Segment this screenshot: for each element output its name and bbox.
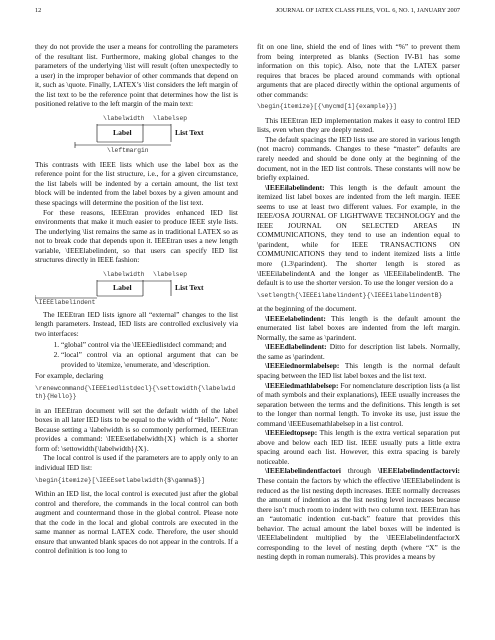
list-item: 1. “global” control via the \IEEEiedlistdecl command; and	[61, 340, 238, 350]
interface-list	[35, 340, 238, 369]
definition-text: These contain the factors by which the effective \IEEElabelindent is reduced as the list nesting depth increases. IEEE normally decreases the amount of indention as the list nesting level increases because there isn’t much room to indent with two column text. IEEEtran has an “automatic indention cut-back” feature that provides this behavior. The actual amount the label boxes will be indented is \IEEElabelindent multiplied by the \IEEElabelindentfactorX corresponding to the level of nesting depth (where “X” is the nesting depth in roman numerals). This provides a means by	[257, 475, 460, 562]
leftmargin-label: \leftmargin	[107, 146, 149, 154]
definition-item	[257, 428, 460, 466]
list-text-label: List Text	[175, 282, 204, 292]
definition-term: \IEEEelabelindent:	[265, 313, 326, 323]
definition-text: This length is the default amount the enumerated list label boxes are indented from the left margin. Normally, the same as \parindent.	[257, 313, 460, 342]
paragraph: For these reasons, IEEEtran provides enhanced IED list environments that make it much easier to produce IEEE style lists. The underlying \list remains the same as in traditional LATEX so as not to break code that depends upon it. IEEEtran uses a new length variable, \IEEElabelindent, so that users can specify IED list structures directly in IEEE fashion:	[35, 207, 238, 265]
paragraph: they do not provide the user a means for controlling the parameters of the resultant list. Furthermore, making global changes to the parameters of the underlying \list will result (often unexpectedly to a user) in the improper behavior of other commands that depend on it, such as \quote. Finally, LATEX’s \list considers the left margin of the list text to be the reference point that determines how the list is positioned relative to the left margin of the main text:	[35, 42, 238, 109]
paragraph: This contrasts with IEEE lists which use the label box as the reference point for the list structure, i.e., for a given circumstance, the list labels will be indented by a certain amount, the list text block will be indented from the label boxes by a given amount and these spacings will determine the position of the list text.	[35, 159, 238, 208]
code-block: \setlength{\IEEEilabelindent}{\IEEEilabelindentB}	[257, 291, 443, 299]
paragraph: in an IEEEtran document will set the default width of the label boxes in all later IED lists to be equal to the width of “Hello”. Note: Because setting a \labelwidth is so commonly performed, IEEEtran provides a command: \IEEEsetlabelwidth{X} which is a shorter form of: \settowidth{\labelwidth}{X}.	[35, 405, 238, 453]
paragraph: The local control is used if the parameters are to apply only to an individual IED list:	[35, 453, 238, 472]
label-box-text: Label	[113, 127, 132, 137]
paragraph: at the beginning of the document.	[257, 304, 357, 314]
definition-term: \IEEEilabelindent:	[265, 182, 325, 192]
paragraph: The IEEEtran IED lists ignore all “external” changes to the list length parameters. Instead, IED lists are controlled exclusively via two interfaces:	[35, 309, 238, 338]
definition-text: For nomenclature description lists (a list of math symbols and their explanations), IEEE usually increases the separation between the terms and the definitions. This length is set to the longer than normal length. To invoke its use, just issue the command \IEEEusemathlabelsep in a list control.	[257, 380, 460, 428]
definition-term: \IEEEiedtopsep:	[265, 428, 318, 438]
definition-text: This length is the default amount the itemized list label boxes are indented from the left margin. IEEE seems to use at least two different values. For example, in the IEEE/OSA JOURNAL OF LIGHTWAVE TECHNOLOGY and the IEEE JOURNAL ON SELECTED AREAS IN COMMUNICATIONS, they tend to use an indention equal to \parindent, while for IEEE TRANSACTIONS ON COMMUNICATIONS they tend to indent itemized lists a little more (1.3\parindent). The shorter length is stored as \IEEEilabelindentA and the longer as \IEEEilabelindentB. The default is to use the shorter version. To use the longer version do a	[257, 182, 460, 288]
list-diagram-latex	[35, 112, 238, 156]
definition-term: \IEEEiedmathlabelsep:	[265, 380, 339, 390]
list-diagram-ieee	[35, 268, 238, 306]
labelwidth-label: \labelwidth	[103, 270, 145, 278]
list-text-label: List Text	[175, 127, 204, 137]
right-column	[257, 42, 460, 562]
code-block: \renewcommand{\IEEEiedlistdecl}{\settowidth{\labelwidth}{Hello}}	[35, 384, 236, 401]
journal-title: JOURNAL OF IATEX CLASS FILES, VOL. 6, NO. 1, JANUARY 2007	[275, 7, 460, 14]
definition-text: This length is the extra vertical separation put above and below each IED list. IEEE usually puts a little extra spacing around each list. However, this extra spacing is barely noticeable.	[257, 428, 460, 466]
definition-item	[257, 361, 460, 380]
definition-term: \IEEEdlabelindent:	[265, 342, 327, 352]
code-block: \begin{itemize}[\IEEEsetlabelwidth{$\gamma$}]	[35, 476, 206, 484]
paragraph: Within an IED list, the local control is executed just after the global control and therefore, the commands in the local control can both augment and countermand those in the global control. Please note that the code in the local and global controls are executed in the same manner as normal LATEX code. Therefore, the user should ensure that unwanted blank spaces do not appear in the controls. If a control definition is too long to	[35, 489, 238, 556]
labelsep-label: \labelsep	[153, 114, 188, 122]
labelwidth-label: \labelwidth	[103, 114, 145, 122]
definition-item	[257, 183, 460, 288]
definition-item	[257, 314, 460, 343]
ieeelabelindent-label: \IEEElabelindent	[35, 298, 96, 306]
code-block: \begin{itemize}[{\mycmd[1]{example}}]	[257, 103, 397, 111]
definition-connector: through	[340, 466, 378, 476]
page-number: 12	[35, 7, 42, 14]
running-header	[35, 7, 460, 17]
list-item: 2. “local” control via an optional argument that can be provided to \itemize, \enumerate, and \description.	[61, 350, 238, 369]
definition-text: This length is the normal default spacing between the IED list label boxes and the list text.	[257, 361, 460, 380]
definition-item	[257, 342, 460, 361]
paragraph: This IEEEtran IED implementation makes it easy to control IED lists, even when they are deeply nested.	[257, 115, 460, 135]
paragraph: For example, declaring	[35, 371, 104, 381]
definition-term: \IEEElabelindentfactori	[265, 466, 341, 476]
definition-text: Ditto for description list labels. Normally, the same as \parindent.	[257, 342, 460, 361]
definition-term: \IEEEiednormlabelsep:	[265, 361, 340, 371]
definition-item	[257, 466, 460, 561]
labelsep-label: \labelsep	[153, 270, 188, 278]
left-column	[35, 42, 238, 556]
definition-item	[257, 381, 460, 429]
definition-term: \IEEElabelindentfactorvi:	[377, 466, 460, 476]
paragraph: The default spacings the IED lists use are stored in various length (not macro) commands. Changes to these “master” defaults are rarely needed and should be done only at the beginning of the document, not in the IED list controls. These constants will now be briefly explained.	[257, 134, 460, 183]
label-box-text: Label	[113, 282, 132, 292]
paragraph: fit on one line, shield the end of lines with “%” to prevent them from being interpreted as blanks (Section IV-B1 has some information on this topic). Also, note that the LATEX parser requires that braces be placed around commands with optional arguments that are placed directly within the optional arguments of other commands:	[257, 42, 460, 99]
